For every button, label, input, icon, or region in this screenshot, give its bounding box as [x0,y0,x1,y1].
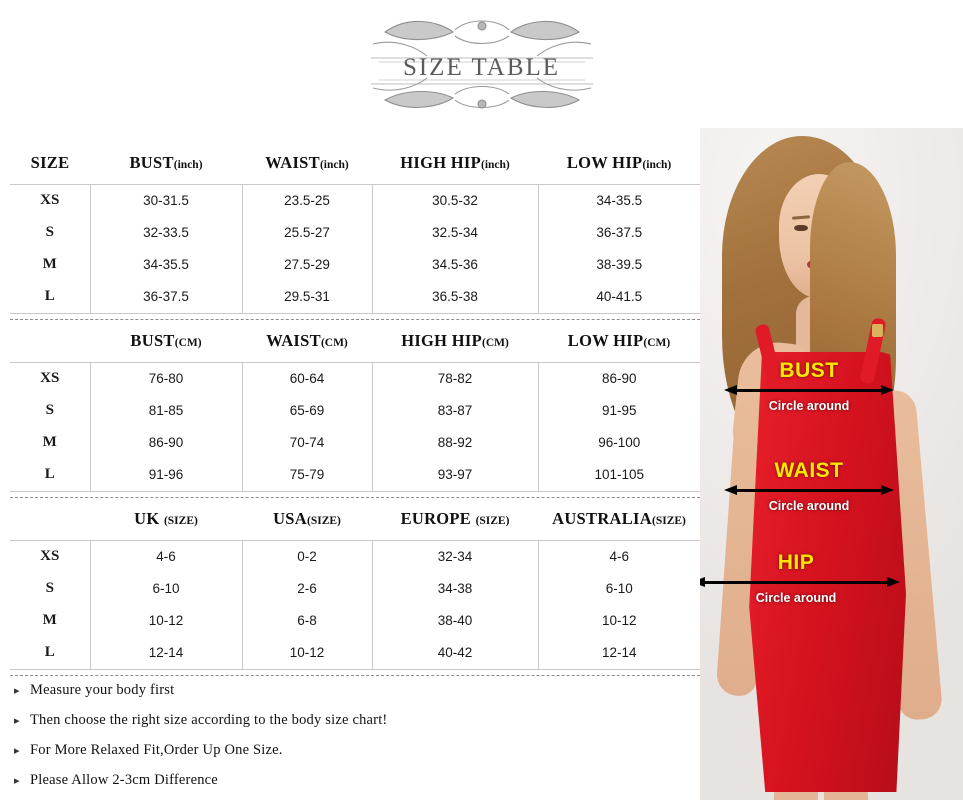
table-row [10,395,700,427]
cell-bust: 36-37.5 [90,281,242,314]
cell-size: M [10,605,90,637]
cell-waist: 23.5-25 [242,185,372,218]
page-title: SIZE TABLE [402,54,561,81]
region-table-block [10,498,700,675]
double-arrow-icon [700,577,900,587]
model-photo [700,128,963,800]
cell-size: S [10,573,90,605]
cell-bust: 86-90 [90,427,242,459]
cell-uk: 12-14 [90,637,242,670]
bust-label: BUST [779,359,839,382]
inch-table [10,144,700,314]
cm-table-block [10,320,700,497]
col-europe: EUROPE (SIZE) [400,509,510,528]
note-text: For More Relaxed Fit,Order Up One Size. [30,742,283,758]
cell-australia: 10-12 [601,613,637,628]
cell-uk: 4-6 [90,541,242,574]
cell-size: M [10,427,90,459]
cell-size: L [10,637,90,670]
cell-high-hip: 32.5-34 [372,217,538,249]
table-row [10,185,700,218]
table-row [10,427,700,459]
cell-waist: 75-79 [242,459,372,492]
hip-sublabel: Circle around [755,591,837,605]
list-item [14,772,674,789]
waist-measurement-annotation [724,460,894,513]
cell-uk: 10-12 [90,605,242,637]
cell-europe: 38-40 [372,605,538,637]
table-row [10,249,700,281]
bullet-icon: ▸ [14,775,20,787]
table-header-row [10,144,700,185]
bullet-icon: ▸ [14,685,20,697]
cell-low-hip: 101-105 [538,459,700,492]
cm-table [10,322,700,492]
cell-size: L [10,459,90,492]
cell-size: S [10,217,90,249]
cell-size: XS [10,363,90,396]
col-low-hip: LOW HIP(inch) [566,153,672,172]
cell-europe: 40-42 [372,637,538,670]
cell-bust: 76-80 [90,363,242,396]
cell-low-hip: 34-35.5 [538,185,700,218]
cell-uk: 6-10 [90,573,242,605]
cell-usa: 10-12 [242,637,372,670]
bust-measurement-annotation [724,360,894,413]
table-row [10,573,700,605]
bust-sublabel: Circle around [768,399,850,413]
cell-waist: 27.5-29 [242,249,372,281]
cell-high-hip: 34.5-36 [372,249,538,281]
cell-waist: 70-74 [242,427,372,459]
col-australia: AUSTRALIA(SIZE) [552,509,686,528]
cell-bust: 30-31.5 [90,185,242,218]
col-waist: WAIST(inch) [265,153,349,172]
cell-low-hip: 96-100 [598,435,641,450]
col-high-hip: HIGH HIP(inch) [400,153,510,172]
region-table [10,500,700,670]
list-item [14,712,674,729]
double-arrow-icon [724,485,894,495]
cell-bust: 32-33.5 [90,217,242,249]
note-text: Measure your body first [30,682,175,698]
hip-label: HIP [777,551,815,574]
cell-waist: 65-69 [242,395,372,427]
notes-list [14,682,674,802]
cell-bust: 91-96 [90,459,242,492]
cell-australia: 4-6 [538,541,700,574]
table-row [10,217,700,249]
cell-size: XS [10,541,90,574]
table-header-row [10,322,700,363]
cell-high-hip: 93-97 [372,459,538,492]
cell-waist: 25.5-27 [242,217,372,249]
cell-low-hip: 36-37.5 [596,225,643,240]
table-header-row [10,500,700,541]
col-low-hip: LOW HIP(CM) [567,331,671,350]
cell-europe: 32-34 [372,541,538,574]
cell-high-hip: 88-92 [372,427,538,459]
table-row [10,363,700,396]
cell-usa: 0-2 [242,541,372,574]
page-header [0,0,963,128]
col-uk: UK (SIZE) [134,509,198,528]
cell-bust: 81-85 [90,395,242,427]
col-usa: USA(SIZE) [273,509,341,528]
table-row [10,541,700,574]
bullet-icon: ▸ [14,715,20,727]
cell-low-hip: 91-95 [601,403,637,418]
bullet-icon: ▸ [14,745,20,757]
double-arrow-icon [724,385,894,395]
note-text: Then choose the right size according to the body size chart! [30,712,388,728]
cell-high-hip: 78-82 [372,363,538,396]
list-item [14,682,674,699]
table-row [10,459,700,492]
col-waist: WAIST(CM) [266,331,348,350]
table-row [10,637,700,670]
cell-australia: 12-14 [538,637,700,670]
cell-low-hip: 38-39.5 [596,257,643,272]
notes-divider [10,675,700,676]
col-bust: BUST(CM) [130,331,202,350]
col-size [10,500,90,541]
cell-size: L [10,281,90,314]
cell-australia: 6-10 [605,581,633,596]
strap-buckle-icon [872,324,883,337]
cell-low-hip: 86-90 [538,363,700,396]
list-item [14,742,674,759]
cell-high-hip: 30.5-32 [372,185,538,218]
waist-label: WAIST [774,459,844,482]
cell-usa: 2-6 [242,573,372,605]
col-high-hip: HIGH HIP(CM) [401,331,509,350]
cell-size: XS [10,185,90,218]
table-row [10,605,700,637]
cell-size: S [10,395,90,427]
cell-low-hip: 40-41.5 [538,281,700,314]
cell-usa: 6-8 [242,605,372,637]
cell-size: M [10,249,90,281]
cell-europe: 34-38 [372,573,538,605]
col-bust: BUST(inch) [129,153,203,172]
cell-high-hip: 36.5-38 [372,281,538,314]
note-text: Please Allow 2-3cm Difference [30,772,218,788]
col-size [10,322,90,363]
cell-high-hip: 83-87 [372,395,538,427]
cell-waist: 60-64 [242,363,372,396]
hip-measurement-annotation [700,552,900,605]
waist-sublabel: Circle around [768,499,850,513]
cell-bust: 34-35.5 [90,249,242,281]
inch-table-block [10,144,700,319]
cell-waist: 29.5-31 [242,281,372,314]
table-row [10,281,700,314]
model-eye-left [794,225,808,231]
col-size: SIZE [30,153,70,172]
